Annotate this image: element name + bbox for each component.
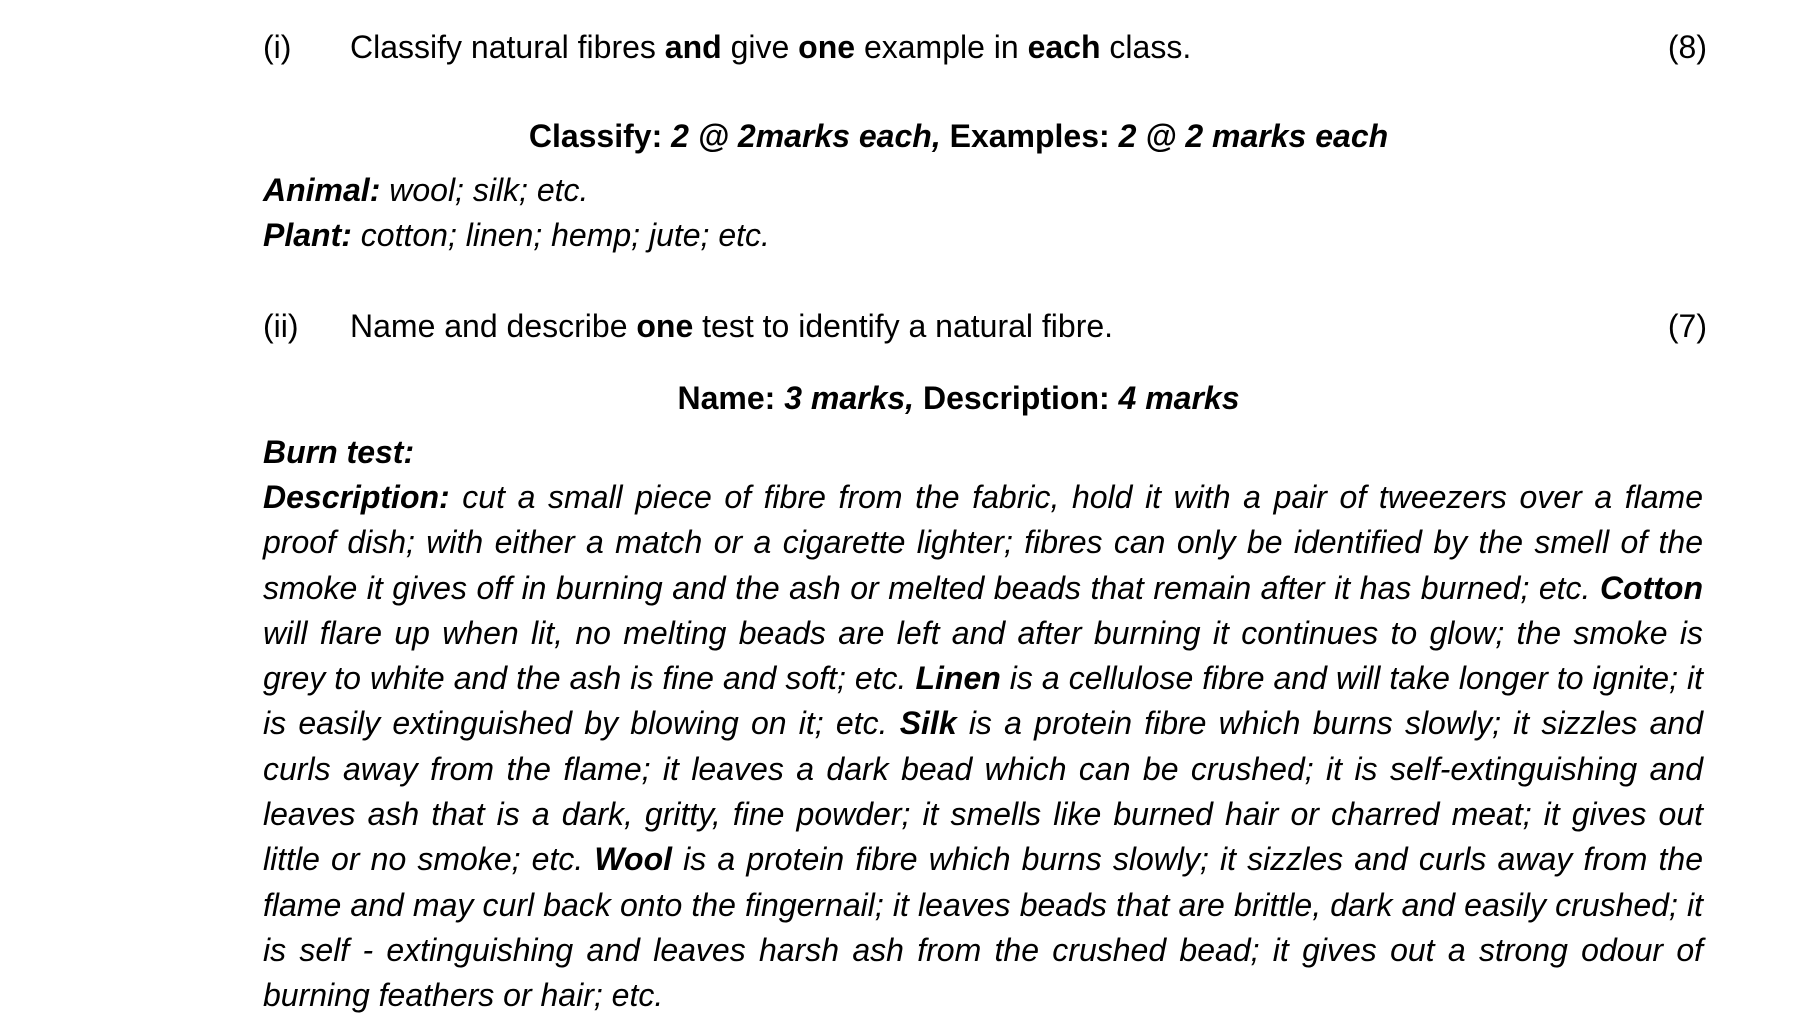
scheme-label: Examples:: [940, 118, 1119, 154]
linen-label: Linen: [915, 660, 1001, 697]
question-2-test-name: [263, 430, 1706, 475]
answer-animal-text: wool; silk; etc.: [380, 172, 589, 208]
answer-plant: [263, 213, 1706, 258]
silk-text: is a protein fibre which burns slowly; it sizzles and curls away from the flame; it leaves a dark bead which can be crushed; it is self-extinguishing and leaves ash that is a dark, gritty, fine powder; it smells like burned hair or charred meat; it gives out little or no smoke; etc.: [263, 705, 1704, 878]
question-1-answer: [263, 168, 1706, 258]
silk-label: Silk: [899, 705, 957, 742]
question-1-text: [350, 25, 1668, 69]
question-2-description: [263, 475, 1703, 1019]
answer-plant-text: cotton; linen; hemp; jute; etc.: [351, 217, 770, 253]
answer-plant-label: Plant:: [263, 217, 352, 253]
test-name-label: Burn test:: [263, 434, 415, 470]
question-2-emphasis-one: one: [636, 308, 694, 344]
question-1-marks: (8): [1667, 29, 1707, 65]
question-1-emphasis-and: and: [664, 29, 722, 65]
question-2-text-part: Name and describe: [350, 308, 637, 344]
question-2-number: (ii): [263, 308, 299, 344]
question-1-text-part: give: [721, 29, 799, 65]
scheme-value: 2 @ 2 marks each: [1118, 118, 1389, 154]
question-1-text-part: Classify natural fibres: [350, 29, 665, 65]
question-1-marking-scheme: [237, 114, 1680, 158]
answer-animal-label: Animal:: [263, 172, 381, 208]
question-1-emphasis-each: each: [1027, 29, 1101, 65]
scheme-value: 3 marks,: [784, 380, 915, 416]
scheme-label: Description:: [914, 380, 1119, 416]
linen-text: is a cellulose fibre and will take longer to ignite; it is easily extinguished by blowing on it; etc.: [263, 660, 1703, 742]
scheme-label: Name:: [677, 380, 785, 416]
question-2-marking-scheme: [237, 376, 1680, 420]
question-1-text-part: class.: [1100, 29, 1192, 65]
wool-text: is a protein fibre which burns slowly; it sizzles and curls away from the flame and may curl back onto the fingernail; it leaves beads that are brittle, dark and easily crushed; it is self - extinguishing and leaves harsh ash from the crushed bead; it gives out a strong odour of burning feathers or hair; etc.: [263, 841, 1704, 1014]
answer-animal: [263, 168, 1706, 213]
question-1-emphasis-one: one: [798, 29, 856, 65]
question-1-text-part: example in: [855, 29, 1028, 65]
question-2-text-part: test to identify a natural fibre.: [693, 308, 1114, 344]
cotton-label: Cotton: [1599, 569, 1703, 606]
scheme-value: 4 marks: [1118, 380, 1240, 416]
question-1-number: (i): [263, 29, 292, 65]
question-1: [263, 25, 1706, 69]
question-2-text: [350, 304, 1668, 348]
question-2-marks: (7): [1667, 308, 1707, 344]
description-label: Description:: [263, 479, 450, 515]
wool-label: Wool: [594, 841, 672, 878]
cotton-text: will flare up when lit, no melting beads are left and after burning it continues to glow; the smoke is grey to white and the ash is fine and soft; etc.: [263, 614, 1703, 697]
description-text: cut a small piece of fibre from the fabric, hold it with a pair of tweezers over a flame proof dish; with either a match or a cigarette lighter; fibres can only be identified by the smell of the smoke it gives off in burning and the ash or melted beads that remain after it has burned; etc.: [263, 479, 1703, 606]
scheme-value: 2 @ 2marks each,: [671, 118, 941, 154]
scheme-label: Classify:: [528, 118, 672, 154]
question-2: [263, 304, 1706, 348]
